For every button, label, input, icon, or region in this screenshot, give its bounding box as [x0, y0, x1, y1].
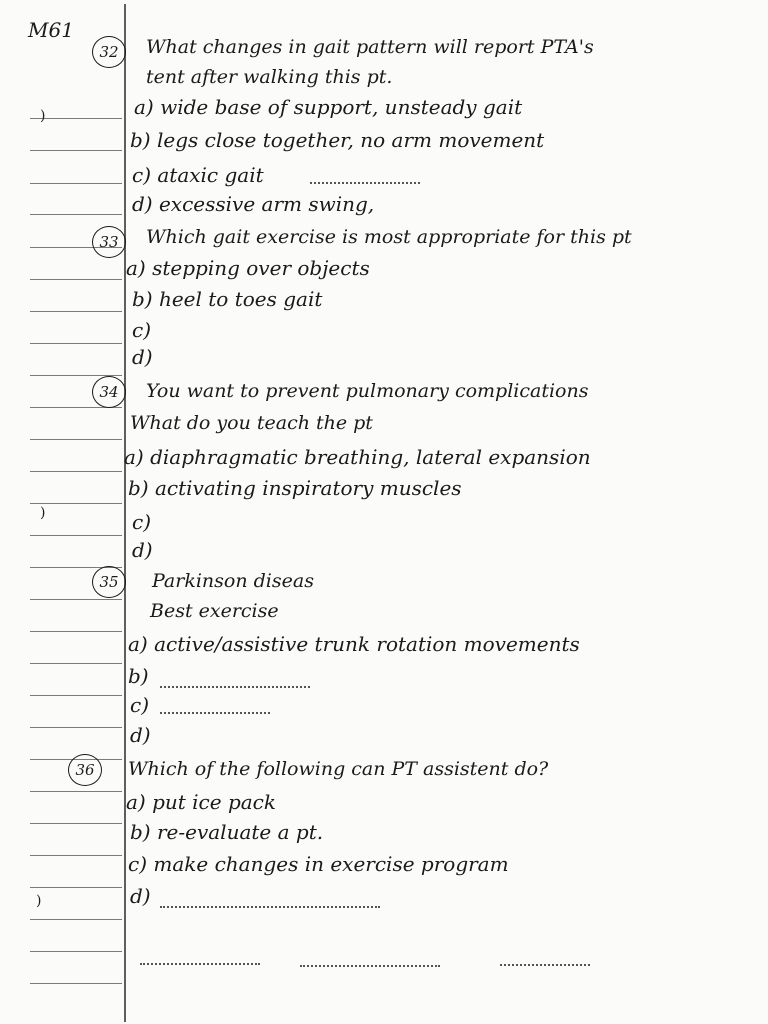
question-number-badge: 32 — [92, 36, 126, 68]
blank-dots — [310, 182, 420, 184]
ruled-line — [30, 343, 122, 344]
question-number-badge: 36 — [68, 754, 102, 786]
answer-option: d) — [132, 538, 153, 562]
question-text: What changes in gait pattern will report PTA's — [146, 36, 594, 58]
answer-option: a) active/assistive trunk rotation movements — [128, 632, 580, 656]
ruled-line — [30, 183, 122, 184]
ruled-line — [30, 823, 122, 824]
ruled-line — [30, 951, 122, 952]
blank-dots — [160, 906, 380, 908]
ruled-line — [30, 695, 122, 696]
blank-dots — [160, 712, 270, 714]
blank-dots — [140, 963, 260, 965]
answer-option: c) — [130, 693, 150, 717]
ruled-line — [30, 214, 122, 215]
ruled-line — [30, 311, 122, 312]
ruled-line — [30, 887, 122, 888]
answer-option: d) — [132, 345, 153, 369]
pen-mark: ) — [40, 505, 46, 521]
ruled-line — [30, 919, 122, 920]
ruled-line — [30, 279, 122, 280]
answer-option: d) — [130, 884, 151, 908]
ruled-line — [30, 983, 122, 984]
answer-option: d) excessive arm swing, — [132, 192, 375, 216]
ruled-line — [30, 631, 122, 632]
answer-option: b) re-evaluate a pt. — [130, 820, 324, 844]
blank-dots — [160, 686, 310, 688]
question-text: tent after walking this pt. — [146, 66, 393, 88]
answer-option: a) wide base of support, unsteady gait — [134, 95, 523, 119]
ruled-line — [30, 599, 122, 600]
question-text: You want to prevent pulmonary complications — [146, 380, 589, 402]
answer-option: c) — [132, 318, 152, 342]
answer-option: a) diaphragmatic breathing, lateral expansion — [124, 445, 591, 469]
question-text: Parkinson diseas — [152, 570, 314, 592]
answer-option: a) stepping over objects — [126, 256, 370, 280]
answer-option: d) — [130, 723, 151, 747]
answer-option: c) — [132, 510, 152, 534]
question-number-badge: 34 — [92, 376, 126, 408]
ruled-line — [30, 535, 122, 536]
blank-dots — [300, 965, 440, 967]
question-number-badge: 35 — [92, 566, 126, 598]
question-text: Which gait exercise is most appropriate for this pt — [146, 226, 632, 248]
ruled-line — [30, 439, 122, 440]
question-text: Best exercise — [150, 600, 279, 622]
answer-option: c) make changes in exercise program — [128, 852, 509, 876]
question-text: Which of the following can PT assistent do? — [128, 758, 549, 780]
margin-line — [124, 4, 126, 1022]
answer-option: a) put ice pack — [126, 790, 276, 814]
ruled-line — [30, 663, 122, 664]
pen-mark: ) — [36, 893, 42, 909]
answer-option: b) — [128, 664, 149, 688]
ruled-line — [30, 471, 122, 472]
ruled-line — [30, 791, 122, 792]
question-number-badge: 33 — [92, 226, 126, 258]
ruled-line — [30, 150, 122, 151]
question-text: What do you teach the pt — [130, 412, 373, 434]
blank-dots — [500, 964, 590, 966]
ruled-line — [30, 503, 122, 504]
corner-label: M61 — [28, 18, 74, 42]
answer-option: b) heel to toes gait — [132, 287, 323, 311]
ruled-line — [30, 727, 122, 728]
answer-option: c) ataxic gait — [132, 163, 264, 187]
answer-option: b) activating inspiratory muscles — [128, 476, 462, 500]
pen-mark: ) — [40, 108, 46, 124]
ruled-line — [30, 855, 122, 856]
answer-option: b) legs close together, no arm movement — [130, 128, 545, 152]
